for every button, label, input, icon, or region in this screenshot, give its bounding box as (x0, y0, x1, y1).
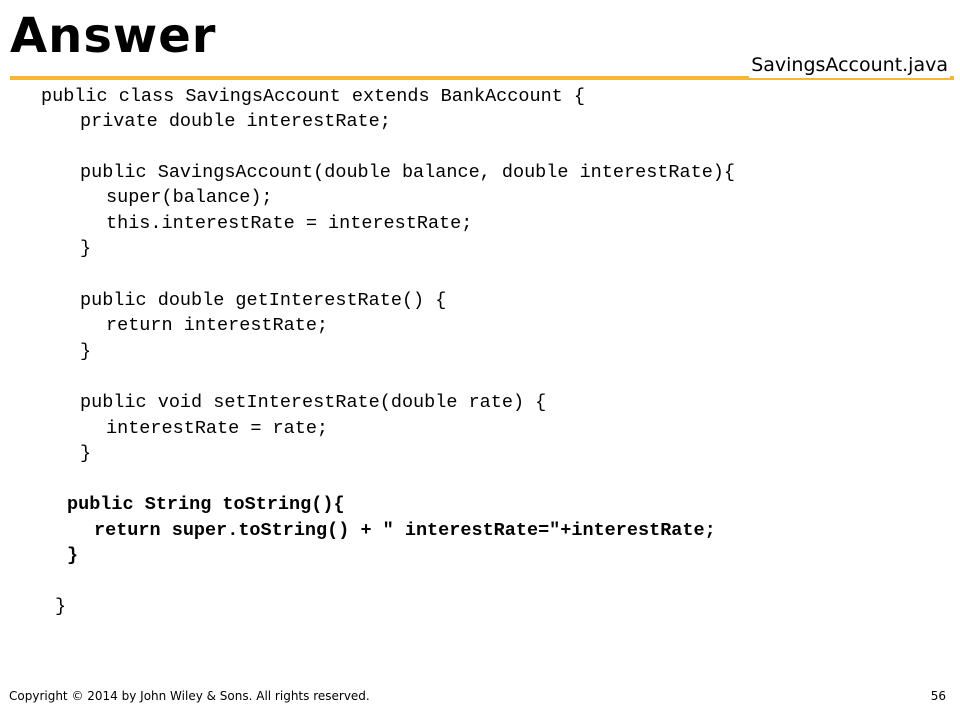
code-line-assign-rate: this.interestRate = interestRate; (106, 213, 473, 234)
code-line-field: private double interestRate; (80, 111, 391, 132)
page-number: 56 (930, 689, 946, 703)
code-line-getter-return: return interestRate; (106, 315, 329, 336)
code-line-close-class: } (55, 596, 67, 617)
code-line-close-tostring: } (67, 545, 79, 566)
filename-label: SavingsAccount.java (751, 54, 948, 76)
slide-title: Answer (10, 8, 217, 64)
code-line-setter-body: interestRate = rate; (106, 418, 329, 439)
code-line-constructor: public SavingsAccount(double balance, double interestRate){ (80, 162, 736, 183)
code-line-class-declaration: public class SavingsAccount extends BankAccount { (41, 86, 585, 107)
code-line-getter: public double getInterestRate() { (80, 290, 447, 311)
code-line-tostring: public String toString(){ (67, 494, 345, 515)
code-line-tostring-return: return super.toString() + " interestRate="+interestRate; (94, 520, 716, 541)
code-line-close-setter: } (80, 443, 92, 464)
code-line-close-getter: } (80, 341, 92, 362)
code-line-setter: public void setInterestRate(double rate) { (80, 392, 547, 413)
code-line-super-call: super(balance); (106, 187, 273, 208)
copyright-notice: Copyright © 2014 by John Wiley & Sons. All rights reserved. (9, 689, 370, 703)
code-line-close-constructor: } (80, 238, 92, 259)
